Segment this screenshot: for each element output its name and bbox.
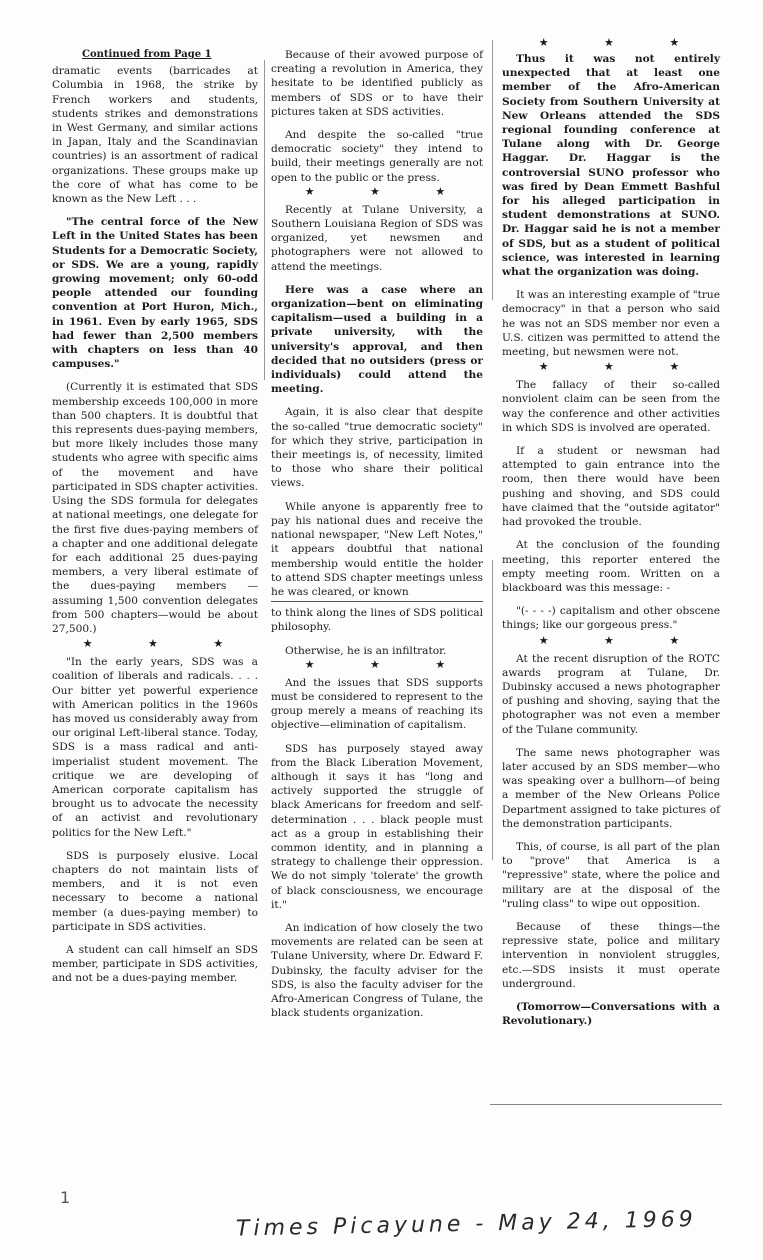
paragraph: "The central force of the New Left in the United States has been Students for a Democratic Society, or SDS. We are a young, rapidly growing movement; only 60-odd people attended our founding convention at Port Huron, Mich., in 1961. Even by early 1965, SDS had fewer than 2,500 members with chapters on less than 40 campuses.": [52, 216, 258, 371]
paragraph: "(- - - -) capitalism and other obscene things; like our gorgeous press.": [502, 605, 720, 632]
paragraph: Here was a case where an organization—bent on eliminating capitalism—used a building in a private university, with the university's approval, and then decided that no outsiders (press or individuals) could attend the meeting.: [271, 283, 483, 396]
page-mark: 1: [60, 1188, 71, 1207]
paragraph: "In the early years, SDS was a coalition of liberals and radicals. . . . Our bitter yet powerful experience with American politics in the 1960s has moved us considerably away from our original Left-liberal stance. Today, SDS is a mass radical and anti-imperialist student movement. The critique we are developing of American corporate capitalism has brought us to advocate the necessity of an activist and revolutionary politics for the New Left.": [52, 656, 258, 839]
paragraph: SDS is purposely elusive. Local chapters do not maintain lists of members, and it is not even necessary to become a national member (a dues-paying member) to participate in SDS activities.: [52, 849, 258, 933]
paragraph: Recently at Tulane University, a Southern Louisiana Region of SDS was organized, yet newsmen and photographers were not allowed to attend the meetings.: [271, 203, 483, 273]
star-separator: ★ ★ ★: [538, 633, 706, 647]
paragraph: Again, it is also clear that despite the so-called "true democratic society" for which they strive, participation in their meetings is, of necessity, limited to those who share their political views.: [271, 406, 483, 490]
column-rule: [492, 40, 493, 300]
star-separator: ★ ★ ★: [304, 184, 472, 198]
paragraph: Because of their avowed purpose of creating a revolution in America, they hesitate to be identified publicly as members of SDS or to have their pictures taken at SDS activities.: [271, 49, 483, 118]
paragraph: It was an interesting example of "true democracy" in that a person who said he was not an SDS member nor even a U.S. citizen was permitted to attend the meeting, but newsmen were not.: [502, 289, 720, 359]
paragraph: The same news photographer was later accused by an SDS member—who was speaking over a bullhorn—of being a member of the New Orleans Police Department assigned to take pictures of the demonstration participants.: [502, 746, 720, 830]
paragraph: If a student or newsman had attempted to gain entrance into the room, then there would have been pushing and shoving, and SDS could have claimed that the "outside agitator" had provoked the trouble.: [502, 445, 720, 529]
paragraph: While anyone is apparently free to pay his national dues and receive the national newspaper, "New Left Notes," it appears doubtful that national membership would entitle the holder to attend SDS chapter meetings unless he was cleared, or known: [271, 500, 483, 598]
paragraph: An indication of how closely the two movements are related can be seen at Tulane University, where Dr. Edward F. Dubinsky, the faculty adviser for the SDS, is also the faculty adviser for the Afro-American Congress of Tulane, the black students organization.: [271, 921, 483, 1020]
column-rule: [264, 60, 265, 380]
star-separator: ★ ★ ★: [304, 657, 472, 671]
continued-from-page-label: Continued from Page 1: [82, 49, 212, 60]
paragraph: (Currently it is estimated that SDS membership exceeds 100,000 in more than 500 chapters. It is doubtful that this represents dues-paying members, but more likely includes those many students who agree with specific aims of the movement and have participated in SDS chapter activities. Using the SDS formula for delegates at national meetings, one delegate for the first five dues-paying members of a chapter and one additional delegate for each additional 25 dues-paying members, a very liberal estimate of the dues-paying members — assuming 1,500 convention delegates from 500 chapters—would be about 27,500.): [52, 381, 258, 635]
article-column-1: [52, 48, 258, 995]
bottom-rule: [490, 1104, 722, 1105]
paragraph: Because of these things—the repressive state, police and military intervention in nonviolent struggles, etc.—SDS insists it must operate underground.: [502, 920, 720, 990]
paragraph: And despite the so-called "true democratic society" they intend to build, their meetings generally are not open to the public or the press.: [271, 129, 483, 184]
paragraph: This, of course, is all part of the plan to "prove" that America is a "repressive" state, where the police and military are at the disposal of the "ruling class" to wipe out opposition.: [502, 840, 720, 910]
star-separator: ★ ★ ★: [538, 360, 706, 374]
star-separator: ★ ★ ★: [538, 36, 706, 49]
article-column-3: [502, 36, 720, 1037]
paragraph: At the conclusion of the founding meeting, this reporter entered the empty meeting room. Written on a blackboard was this message: -: [502, 539, 720, 594]
article-column-2: [271, 48, 483, 1029]
column-rule: [492, 560, 493, 860]
paragraph: Otherwise, he is an infiltrator.: [285, 644, 447, 657]
paragraph: SDS has purposely stayed away from the Black Liberation Movement, although it says it has "long and actively supported the struggle of black Americans for freedom and self-determination . . . black people must act as a group in establishing their common identity, and in planning a strategy to challenge their oppression. We do not simply 'tolerate' the growth of black consciousness, we encourage it.": [271, 742, 483, 911]
handwritten-source-note: Times Picayune - May 24, 1969: [235, 1206, 697, 1242]
paragraph: A student can call himself an SDS member, participate in SDS activities, and not be a dues-paying member.: [52, 943, 258, 985]
paragraph: At the recent disruption of the ROTC awards program at Tulane, Dr. Dubinsky accused a news photographer of pushing and shoving, saying that the photographer was not even a member of the Tulane community.: [502, 652, 720, 736]
paragraph: (Tomorrow—Conversations with a Revolutionary.): [502, 1000, 720, 1028]
paragraph: dramatic events (barricades at Columbia in 1968, the strike by French workers and students, students strikes and demonstrations in West Germany, and similar actions in Japan, Italy and the Scandinavian countries) is an assortment of radical organizations. These groups make up the core of what has come to be known as the New Left . . .: [52, 65, 258, 206]
paragraph: The fallacy of their so-called nonviolent claim can be seen from the way the conference and other activities in which SDS is involved are operated.: [502, 379, 720, 434]
star-separator: ★ ★ ★: [82, 637, 250, 651]
paragraph-continuation: to think along the lines of SDS political philosophy.: [271, 601, 483, 634]
paragraph: Thus it was not entirely unexpected that at least one member of the Afro-American Society from Southern University at New Orleans attended the SDS regional founding conference at Tulane along with Dr. George Haggar. Dr. Haggar is the controversial SUNO professor who was fired by Dean Emmett Bashful for his alleged participation in student demonstrations at SUNO. Dr. Haggar said he is not a member of SDS, but as a student of political science, was interested in learning what the organization was doing.: [502, 53, 720, 279]
paragraph: And the issues that SDS supports must be considered to represent to the group merely a means of reaching its objective—elimination of capitalism.: [271, 676, 483, 732]
